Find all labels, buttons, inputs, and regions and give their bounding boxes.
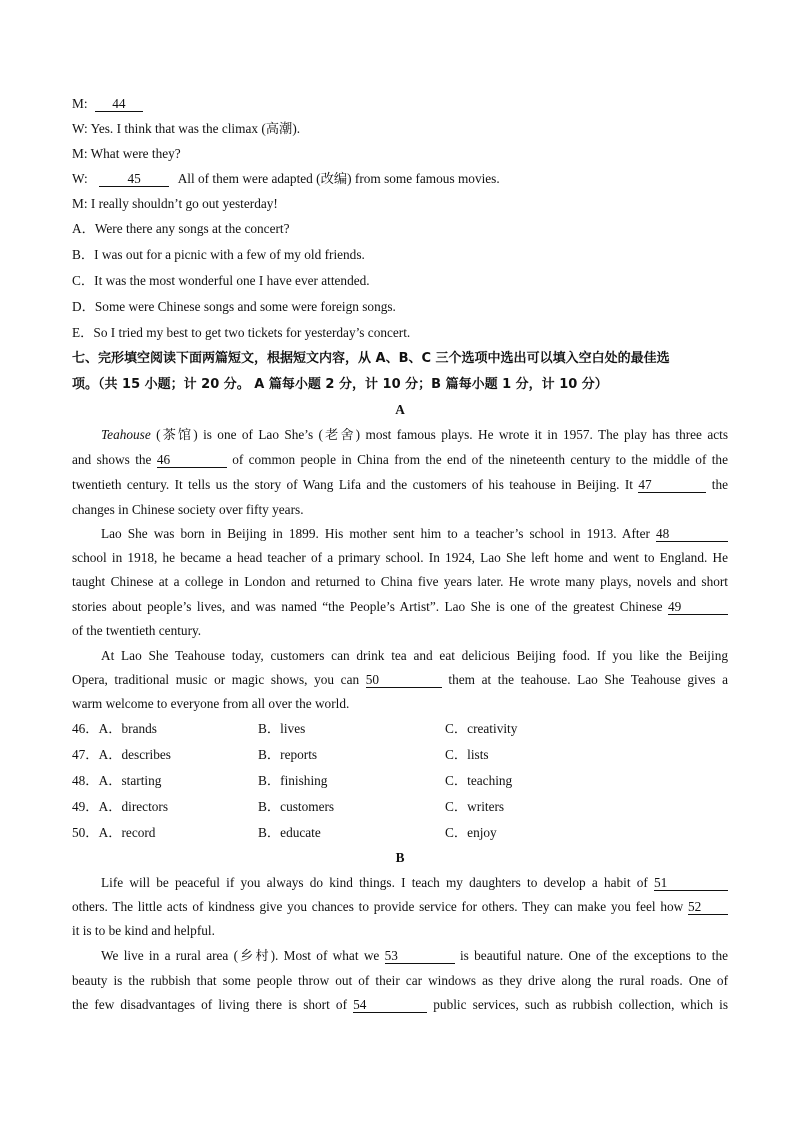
speaker: W: bbox=[72, 171, 88, 186]
passage-a-p3-line-1: At Lao She Teahouse today, customers can drink tea and eat delicious Beijing food. If you like the Beijing bbox=[101, 648, 728, 663]
text: twentieth century. It tells us the story of Wang Lifa and the customers of his teahouse in Beijing. It bbox=[72, 477, 633, 492]
text: public services, such as rubbish collection, which is bbox=[433, 997, 729, 1012]
passage-a-p2-line-4 bbox=[72, 598, 728, 616]
blank-49: 49 bbox=[668, 599, 728, 615]
option-b[interactable]: B．finishing bbox=[258, 773, 328, 788]
passage-a-p2-line-1 bbox=[101, 525, 728, 543]
dialogue-line: M: I really shouldn’t go out yesterday! bbox=[72, 196, 278, 211]
passage-b-heading: B bbox=[395, 850, 405, 865]
option-c[interactable]: C．creativity bbox=[445, 721, 518, 736]
question-47 bbox=[72, 746, 171, 764]
text: Life will be peaceful if you always do kind things. I teach my daughters to develop a habit of bbox=[101, 875, 648, 890]
passage-a-p1-line-2 bbox=[72, 451, 728, 469]
speaker: M: bbox=[72, 96, 88, 111]
blank-50: 50 bbox=[366, 672, 442, 688]
passage-b-p2-line-2: beauty is the rubbish that some people throw out of their car windows as they drive along the rural roads. One of bbox=[72, 973, 728, 988]
passage-b-p1-line-3: it is to be kind and helpful. bbox=[72, 923, 215, 938]
blank-47: 47 bbox=[638, 477, 706, 493]
text: (茶馆) is one of Lao She’s (老舍) most famous plays. He wrote it in 1957. The play has three acts bbox=[156, 427, 729, 442]
option-b[interactable]: B．educate bbox=[258, 825, 321, 840]
passage-a-heading: A bbox=[395, 402, 405, 417]
option-c[interactable]: C．writers bbox=[445, 799, 505, 814]
text: We live in a rural area (乡村). Most of what we bbox=[101, 948, 380, 963]
dialogue-line-44 bbox=[72, 95, 728, 113]
option-b[interactable]: B．lives bbox=[258, 721, 306, 736]
question-46 bbox=[72, 720, 157, 738]
dialogue-line: M: What were they? bbox=[72, 146, 181, 161]
choice-a: A．Were there any songs at the concert? bbox=[72, 221, 290, 236]
section-heading-line-1: 七、完形填空阅读下面两篇短文，根据短文内容，从 A、B、C 三个选项中选出可以填入空白处的最佳选 bbox=[72, 351, 670, 366]
option-a[interactable]: A．describes bbox=[98, 747, 171, 762]
option-b[interactable]: B．customers bbox=[258, 799, 335, 814]
text: is beautiful nature. One of the exceptions to the bbox=[459, 948, 729, 963]
text: and shows the bbox=[72, 452, 152, 467]
section-heading-line-2: 项。（共 15 小题；计 20 分。 A 篇每小题 2 分，计 10 分；B 篇每小题 1 分，计 10 分） bbox=[72, 377, 608, 392]
blank-45: 45 bbox=[99, 171, 169, 187]
option-a[interactable]: A．starting bbox=[98, 773, 162, 788]
dialogue-line-45 bbox=[72, 170, 728, 188]
play-title: Teahouse bbox=[101, 427, 151, 442]
passage-a-p2-line-2: school in 1918, he became a head teacher of a primary school. In 1924, Lao She left home and went to England. He bbox=[72, 550, 728, 565]
blank-51: 51 bbox=[654, 875, 728, 891]
option-b[interactable]: B．reports bbox=[258, 747, 318, 762]
dialogue-text: All of them were adapted (改编) from some famous movies. bbox=[177, 171, 500, 186]
option-a[interactable]: A．record bbox=[98, 825, 156, 840]
blank-48: 48 bbox=[656, 526, 728, 542]
text: the few disadvantages of living there is short of bbox=[72, 997, 347, 1012]
choice-b: B．I was out for a picnic with a few of my old friends. bbox=[72, 247, 365, 262]
text: others. The little acts of kindness give you chances to provide service for others. They can make you feel how bbox=[72, 899, 684, 914]
text: Lao She was born in Beijing in 1899. His mother sent him to a teacher’s school in 1913. After bbox=[101, 526, 650, 541]
text: Opera, traditional music or magic shows, you can bbox=[72, 672, 360, 687]
passage-b-p1-line-2 bbox=[72, 898, 728, 916]
option-a[interactable]: A．directors bbox=[98, 799, 169, 814]
question-number: 48． bbox=[72, 773, 99, 788]
question-number: 46． bbox=[72, 721, 99, 736]
blank-46: 46 bbox=[157, 452, 227, 468]
text: the bbox=[711, 477, 729, 492]
passage-a-p1-line-1 bbox=[101, 426, 728, 444]
question-number: 50． bbox=[72, 825, 99, 840]
option-a[interactable]: A．brands bbox=[98, 721, 157, 736]
text: them at the teahouse. Lao She Teahouse gives a bbox=[448, 672, 728, 687]
passage-b-p1-line-1 bbox=[101, 874, 728, 892]
passage-a-p3-line-3: warm welcome to everyone from all over the world. bbox=[72, 696, 350, 711]
option-c[interactable]: C．teaching bbox=[445, 773, 513, 788]
choice-e: E．So I tried my best to get two tickets for yesterday’s concert. bbox=[72, 325, 411, 340]
dialogue-line: W: Yes. I think that was the climax (高潮). bbox=[72, 121, 301, 136]
passage-b-p2-line-3 bbox=[72, 996, 728, 1014]
blank-53: 53 bbox=[385, 948, 455, 964]
question-number: 49． bbox=[72, 799, 99, 814]
option-c[interactable]: C．enjoy bbox=[445, 825, 497, 840]
passage-a-p2-line-5: of the twentieth century. bbox=[72, 623, 202, 638]
text: stories about people’s lives, and was named “the People’s Artist”. Lao She is one of the greatest Chinese bbox=[72, 599, 663, 614]
blank-44: 44 bbox=[95, 96, 143, 112]
question-49 bbox=[72, 798, 168, 816]
passage-a-p1-line-4: changes in Chinese society over fifty years. bbox=[72, 502, 304, 517]
passage-a-p2-line-3: taught Chinese at a college in London and returned to China five years later. He wrote many plays, novels and short bbox=[72, 574, 728, 589]
question-48 bbox=[72, 772, 161, 790]
choice-d: D．Some were Chinese songs and some were foreign songs. bbox=[72, 299, 396, 314]
option-c[interactable]: C．lists bbox=[445, 747, 489, 762]
blank-52: 52 bbox=[688, 899, 728, 915]
question-50 bbox=[72, 824, 155, 842]
blank-54: 54 bbox=[353, 997, 427, 1013]
passage-a-p3-line-2 bbox=[72, 671, 728, 689]
choice-c: C．It was the most wonderful one I have ever attended. bbox=[72, 273, 370, 288]
question-number: 47． bbox=[72, 747, 99, 762]
text: of common people in China from the end of the nineteenth century to the middle of the bbox=[232, 452, 728, 467]
passage-a-p1-line-3 bbox=[72, 476, 728, 494]
passage-b-p2-line-1 bbox=[101, 947, 728, 965]
